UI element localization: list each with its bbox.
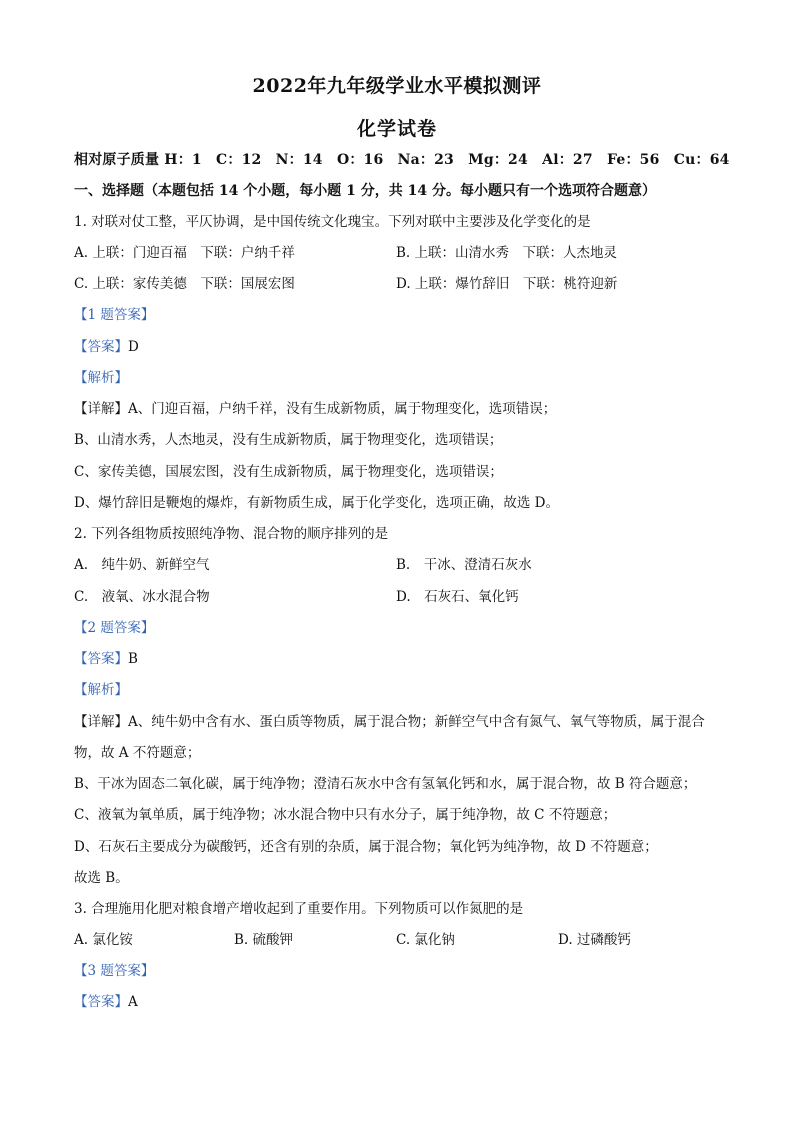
- question-2-option-b: B. 干冰、澄清石灰水: [396, 557, 532, 573]
- question-2-detail-line: D、石灰石主要成分为碳酸钙，还含有别的杂质，属于混合物；氧化钙为纯净物，故 D 不符题意；: [74, 839, 658, 855]
- exam-title: 2022年九年级学业水平模拟测评: [252, 75, 542, 97]
- question-1-option-c: C. 上联：家传美德 下联：国展宏图: [74, 276, 295, 292]
- question-3-option-b: B. 硫酸钾: [234, 932, 294, 948]
- answer-label: 【答案】: [74, 994, 128, 1010]
- answer-label: 【答案】: [74, 339, 128, 355]
- answer-value: D: [128, 339, 139, 355]
- question-2-option-c: C. 液氧、冰水混合物: [74, 589, 210, 605]
- question-3-option-d: D. 过磷酸钙: [558, 932, 631, 948]
- question-1-analysis-tag: 【解析】: [74, 370, 128, 386]
- question-3-answer-tag: 【3 题答案】: [74, 963, 155, 979]
- question-2-stem: 2. 下列各组物质按照纯净物、混合物的顺序排列的是: [74, 526, 389, 542]
- atomic-masses: 相对原子质量 H：1 C：12 N：14 O：16 Na：23 Mg：24 Al：27 Fe：56 Cu：64: [74, 152, 730, 168]
- question-1-answer-tag: 【1 题答案】: [74, 307, 155, 323]
- question-1-option-d: D. 上联：爆竹辞旧 下联：桃符迎新: [396, 276, 618, 292]
- question-3-answer: [74, 993, 138, 1011]
- question-1-detail-line: B、山清水秀，人杰地灵，没有生成新物质，属于物理变化，选项错误；: [74, 432, 503, 448]
- question-1-answer: [74, 338, 139, 356]
- question-3-option-a: A. 氯化铵: [74, 932, 133, 948]
- question-2-detail-line: B、干冰为固态二氧化碳，属于纯净物；澄清石灰水中含有氢氧化钙和水，属于混合物，故 B 符合题意；: [74, 776, 697, 792]
- question-3-option-c: C. 氯化钠: [396, 932, 455, 948]
- question-2-detail-line: 故选 B。: [74, 870, 129, 886]
- answer-label: 【答案】: [74, 651, 128, 667]
- question-2-detail-line: 【详解】A、纯牛奶中含有水、蛋白质等物质，属于混合物；新鲜空气中含有氮气、氧气等物质，属于混合: [74, 714, 705, 730]
- question-2-option-a: A. 纯牛奶、新鲜空气: [74, 557, 210, 573]
- question-2-option-d: D. 石灰石、氧化钙: [396, 589, 519, 605]
- question-2-answer: [74, 650, 138, 668]
- question-1-detail-line: 【详解】A、门迎百福，户纳千祥，没有生成新物质，属于物理变化，选项错误；: [74, 401, 557, 417]
- question-1-option-b: B. 上联：山清水秀 下联：人杰地灵: [396, 245, 618, 261]
- answer-value: B: [128, 651, 138, 667]
- answer-value: A: [128, 994, 138, 1010]
- question-2-detail-line: C、液氧为氧单质，属于纯净物；冰水混合物中只有水分子，属于纯净物，故 C 不符题意；: [74, 807, 617, 823]
- question-2-analysis-tag: 【解析】: [74, 682, 128, 698]
- question-1-detail-line: C、家传美德，国展宏图，没有生成新物质，属于物理变化，选项错误；: [74, 464, 503, 480]
- question-1-stem: 1. 对联对仗工整，平仄协调，是中国传统文化瑰宝。下列对联中主要涉及化学变化的是: [74, 214, 591, 230]
- question-3-stem: 3. 合理施用化肥对粮食增产增收起到了重要作用。下列物质可以作氮肥的是: [74, 901, 524, 917]
- section-heading: 一、选择题（本题包括 14 个小题，每小题 1 分，共 14 分。每小题只有一个选项符合题意）: [74, 183, 656, 199]
- question-1-detail-line: D、爆竹辞旧是鞭炮的爆炸，有新物质生成，属于化学变化，选项正确，故选 D。: [74, 495, 559, 511]
- question-2-answer-tag: 【2 题答案】: [74, 620, 155, 636]
- question-2-detail-line: 物，故 A 不符题意；: [74, 745, 201, 761]
- question-1-option-a: A. 上联：门迎百福 下联：户纳千祥: [74, 245, 295, 261]
- exam-subtitle: 化学试卷: [356, 118, 437, 140]
